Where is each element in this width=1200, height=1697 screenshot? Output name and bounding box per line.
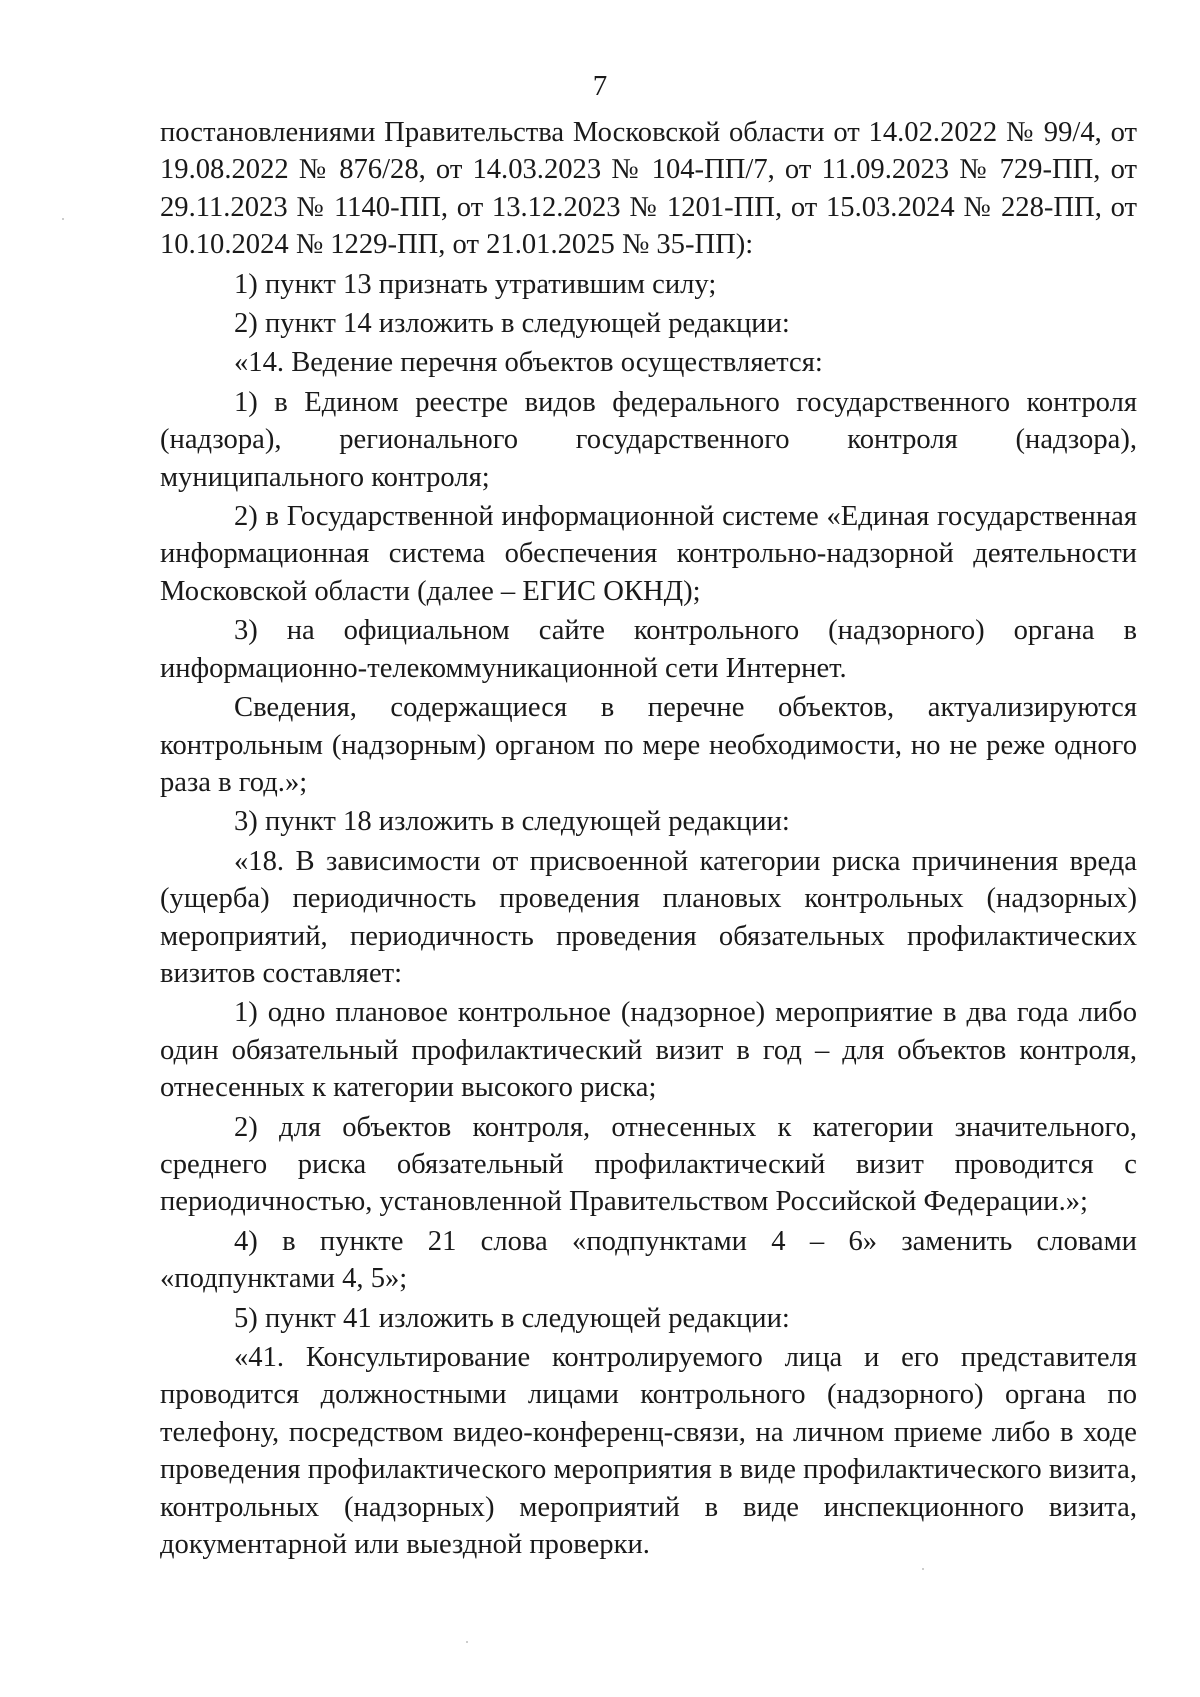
page-number: 7 [592,70,608,102]
paragraph-clause-14-sub-1: 1) в Едином реестре видов федерального государственного контроля (надзора), регионального государственного контроля (надзора), муниципального контроля; [160,386,1137,493]
paragraph-clause-41: «41. Консультирование контролируемого лица и его представителя проводится должностными лицами контрольного (надзорного) органа по телефону, посредством видео-конференц-связи, на личном приеме либо в ходе проведения профилактического мероприятия в виде профилактического визита, контрольных (надзорных) мероприятий в виде инспекционного визита, документарной или выездной проверки. [160,1342,1137,1561]
paragraph-clause-14: «14. Ведение перечня объектов осуществляется: [234,347,823,379]
paragraph-item-3: 3) пункт 18 изложить в следующей редакции: [234,806,790,838]
paragraph-clause-18-sub-2: 2) для объектов контроля, отнесенных к категории значительного, среднего риска обязательный профилактический визит проводится с периодичностью, установленной Правительством Российской Федерации.»; [160,1111,1137,1218]
scan-speck [922,1568,924,1570]
paragraph-clause-14-info: Сведения, содержащиеся в перечне объектов, актуализируются контрольным (надзорным) органом по мере необходимости, но не реже одного раза в год.»; [160,692,1137,798]
paragraph-intro: постановлениями Правительства Московской области от 14.02.2022 № 99/4, от 19.08.2022 № 876/28, от 14.03.2023 № 104-ПП/7, от 11.09.2023 № 729-ПП, от 29.11.2023 № 1140-ПП, от 13.12.2023 № 1201-ПП, от 15.03.2024 № 228-ПП, от 10.10.2024 № 1229-ПП, от 21.01.2025 № 35-ПП): [160,117,1137,261]
paragraph-clause-18-sub-1: 1) одно плановое контрольное (надзорное) мероприятие в два года либо один обязательный профилактический визит в год – для объектов контроля, отнесенных к категории высокого риска; [160,997,1137,1104]
paragraph-item-2: 2) пункт 14 изложить в следующей редакции: [234,308,790,340]
paragraph-item-5: 5) пункт 41 изложить в следующей редакции: [234,1302,790,1334]
paragraph-item-4: 4) в пункте 21 слова «подпунктами 4 – 6» заменить словами «подпунктами 4, 5»; [160,1225,1137,1295]
paragraph-clause-14-sub-2: 2) в Государственной информационной системе «Единая государственная информационная система обеспечения контрольно-надзорной деятельности Московской области (далее – ЕГИС ОКНД); [160,501,1137,607]
paragraph-clause-18: «18. В зависимости от присвоенной категории риска причинения вреда (ущерба) периодичность проведения плановых контрольных (надзорных) мероприятий, периодичность проведения обязательных профилактических визитов составляет: [160,845,1137,989]
paragraph-clause-14-sub-3: 3) на официальном сайте контрольного (надзорного) органа в информационно-телекоммуникационной сети Интернет. [160,615,1137,684]
scan-speck [62,218,64,220]
scan-speck [466,1641,468,1643]
paragraph-item-1: 1) пункт 13 признать утратившим силу; [234,268,717,300]
document-body [160,114,1137,1563]
